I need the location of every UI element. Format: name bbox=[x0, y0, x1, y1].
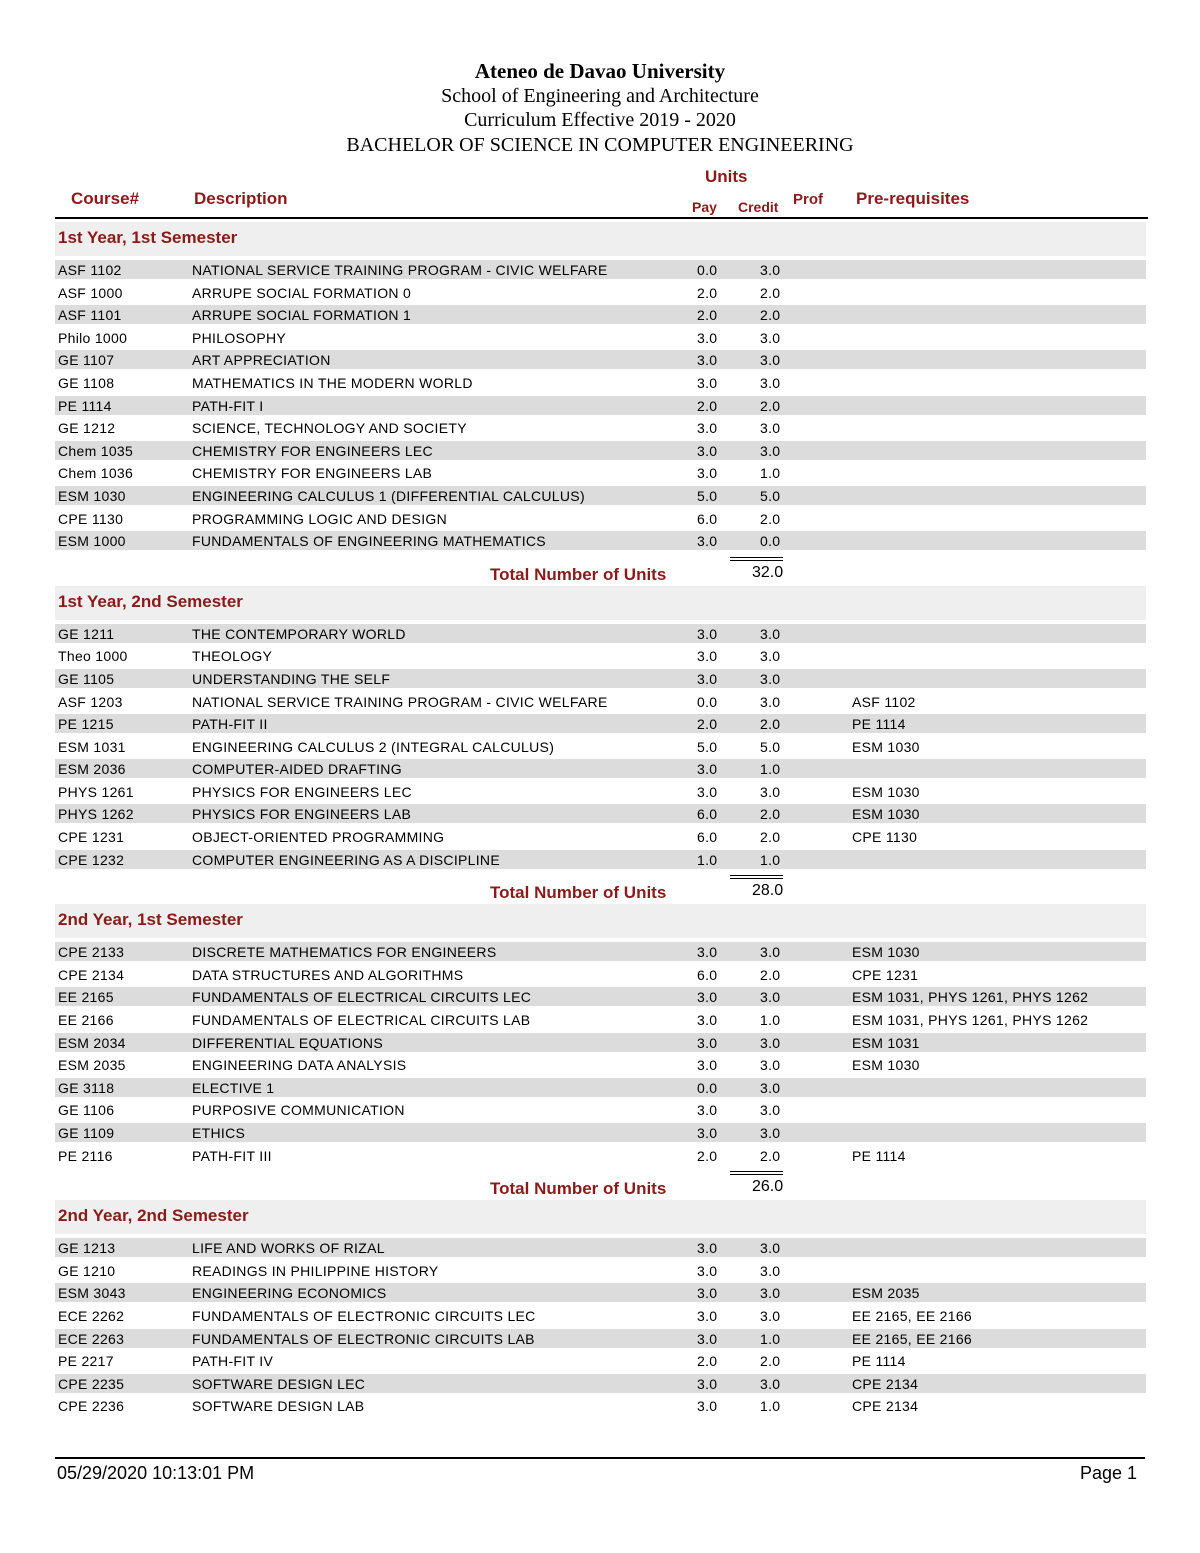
course-row bbox=[0, 416, 1200, 439]
credit-units: 3.0 bbox=[760, 989, 781, 1006]
pay-units: 2.0 bbox=[697, 397, 718, 414]
course-row bbox=[0, 371, 1200, 394]
course-description: ENGINEERING DATA ANALYSIS bbox=[192, 1057, 407, 1074]
course-code: ASF 1203 bbox=[58, 693, 123, 710]
course-row bbox=[0, 802, 1200, 825]
credit-units: 1.0 bbox=[760, 1012, 781, 1029]
credit-units: 3.0 bbox=[760, 1240, 781, 1257]
credit-units: 3.0 bbox=[760, 693, 781, 710]
pay-units: 3.0 bbox=[697, 783, 718, 800]
pay-units: 3.0 bbox=[697, 989, 718, 1006]
pay-units: 0.0 bbox=[697, 1079, 718, 1096]
column-header-description: Description bbox=[194, 189, 288, 208]
course-code: PE 1114 bbox=[58, 397, 112, 414]
semester-title: 1st Year, 2nd Semester bbox=[58, 591, 243, 611]
course-description: FUNDAMENTALS OF ELECTRICAL CIRCUITS LEC bbox=[192, 989, 532, 1006]
course-code: GE 1105 bbox=[58, 670, 115, 687]
course-code: EE 2165 bbox=[58, 989, 114, 1006]
pay-units: 3.0 bbox=[697, 442, 718, 459]
semester-total bbox=[0, 1166, 1200, 1200]
course-description: ETHICS bbox=[192, 1125, 246, 1141]
prerequisites: ESM 2035 bbox=[852, 1285, 920, 1302]
course-description: NATIONAL SERVICE TRAINING PROGRAM - CIVIC WELFARE bbox=[192, 262, 608, 278]
credit-units: 3.0 bbox=[760, 1079, 781, 1096]
total-units-value: 26.0 bbox=[752, 1178, 784, 1196]
total-double-rule bbox=[730, 1171, 783, 1175]
prerequisites: CPE 2134 bbox=[852, 1375, 919, 1392]
course-code: GE 3118 bbox=[58, 1079, 115, 1096]
course-code: GE 1213 bbox=[58, 1240, 116, 1257]
pay-units: 6.0 bbox=[697, 966, 718, 983]
course-row bbox=[0, 712, 1200, 735]
course-code: CPE 2236 bbox=[58, 1398, 125, 1415]
credit-units: 2.0 bbox=[760, 510, 781, 527]
pay-units: 3.0 bbox=[697, 329, 718, 346]
credit-units: 5.0 bbox=[760, 487, 781, 504]
pay-units: 3.0 bbox=[697, 1057, 718, 1074]
course-code: PHYS 1262 bbox=[58, 806, 134, 823]
course-row bbox=[0, 667, 1200, 690]
prerequisites: ESM 1031, PHYS 1261, PHYS 1262 bbox=[852, 1012, 1089, 1029]
course-code: GE 1210 bbox=[58, 1262, 116, 1279]
credit-units: 3.0 bbox=[760, 1057, 781, 1074]
total-label: Total Number of Units bbox=[490, 883, 667, 903]
prerequisites: CPE 1231 bbox=[852, 966, 919, 983]
course-code: Chem 1035 bbox=[58, 442, 134, 459]
course-row bbox=[0, 622, 1200, 645]
course-description: ENGINEERING CALCULUS 1 (DIFFERENTIAL CALCULUS) bbox=[192, 487, 585, 504]
course-description: CHEMISTRY FOR ENGINEERS LEC bbox=[192, 442, 433, 459]
credit-units: 3.0 bbox=[760, 352, 781, 369]
course-description: FUNDAMENTALS OF ELECTRICAL CIRCUITS LAB bbox=[192, 1012, 531, 1029]
course-description: UNDERSTANDING THE SELF bbox=[192, 670, 391, 687]
course-description: PURPOSIVE COMMUNICATION bbox=[192, 1102, 405, 1119]
semester-header bbox=[55, 222, 1146, 256]
course-row bbox=[0, 1076, 1200, 1099]
credit-units: 3.0 bbox=[760, 670, 781, 687]
credit-units: 3.0 bbox=[760, 1375, 781, 1392]
course-code: ESM 2035 bbox=[58, 1057, 126, 1074]
pay-units: 2.0 bbox=[697, 307, 718, 324]
course-description: READINGS IN PHILIPPINE HISTORY bbox=[192, 1262, 439, 1279]
column-header-prerequisites: Pre-requisites bbox=[856, 189, 970, 208]
course-code: CPE 2235 bbox=[58, 1375, 125, 1392]
course-description: DISCRETE MATHEMATICS FOR ENGINEERS bbox=[192, 944, 497, 961]
column-header-pay: Pay bbox=[692, 199, 717, 215]
column-header-credit: Credit bbox=[738, 199, 779, 215]
course-code: EE 2166 bbox=[58, 1012, 114, 1029]
prerequisites: ESM 1031, PHYS 1261, PHYS 1262 bbox=[852, 989, 1089, 1006]
course-code: PHYS 1261 bbox=[58, 783, 134, 800]
course-row bbox=[0, 1304, 1200, 1327]
course-code: CPE 2133 bbox=[58, 944, 125, 961]
course-description: LIFE AND WORKS OF RIZAL bbox=[192, 1240, 385, 1257]
course-description: COMPUTER ENGINEERING AS A DISCIPLINE bbox=[192, 851, 500, 868]
pay-units: 2.0 bbox=[697, 284, 718, 301]
pay-units: 3.0 bbox=[697, 761, 718, 778]
credit-units: 3.0 bbox=[760, 1125, 781, 1141]
course-description: OBJECT-ORIENTED PROGRAMMING bbox=[192, 829, 445, 846]
credit-units: 3.0 bbox=[760, 1262, 781, 1279]
total-units-value: 28.0 bbox=[752, 882, 784, 900]
pay-units: 3.0 bbox=[697, 1398, 718, 1415]
course-description: ELECTIVE 1 bbox=[192, 1079, 275, 1096]
credit-units: 3.0 bbox=[760, 1307, 781, 1324]
prerequisites: ESM 1030 bbox=[852, 806, 920, 823]
credit-units: 2.0 bbox=[760, 829, 781, 846]
credit-units: 1.0 bbox=[760, 1330, 781, 1347]
credit-units: 2.0 bbox=[760, 716, 781, 733]
footer-divider bbox=[55, 1457, 1145, 1459]
credit-units: 2.0 bbox=[760, 307, 781, 324]
course-description: PHYSICS FOR ENGINEERS LEC bbox=[192, 783, 412, 800]
course-description: PHYSICS FOR ENGINEERS LAB bbox=[192, 806, 412, 823]
pay-units: 3.0 bbox=[697, 1125, 718, 1141]
pay-units: 3.0 bbox=[697, 1262, 718, 1279]
course-description: SCIENCE, TECHNOLOGY AND SOCIETY bbox=[192, 420, 467, 437]
course-row bbox=[0, 1281, 1200, 1304]
credit-units: 1.0 bbox=[760, 761, 781, 778]
total-label: Total Number of Units bbox=[490, 1179, 667, 1199]
prerequisites: ESM 1030 bbox=[852, 1057, 920, 1074]
total-units-value: 32.0 bbox=[752, 563, 784, 581]
course-row bbox=[0, 1349, 1200, 1372]
course-row bbox=[0, 825, 1200, 848]
credit-units: 3.0 bbox=[760, 374, 781, 391]
course-row bbox=[0, 394, 1200, 417]
course-code: PE 2217 bbox=[58, 1353, 114, 1370]
pay-units: 3.0 bbox=[697, 1375, 718, 1392]
pay-units: 3.0 bbox=[697, 1102, 718, 1119]
credit-units: 3.0 bbox=[760, 783, 781, 800]
course-description: NATIONAL SERVICE TRAINING PROGRAM - CIVIC WELFARE bbox=[192, 693, 608, 710]
prerequisites: ESM 1030 bbox=[852, 783, 920, 800]
course-row bbox=[0, 281, 1200, 304]
course-code: GE 1109 bbox=[58, 1125, 115, 1141]
school-name: School of Engineering and Architecture bbox=[441, 85, 759, 107]
credit-units: 3.0 bbox=[760, 1102, 781, 1119]
pay-units: 3.0 bbox=[697, 1285, 718, 1302]
curriculum-effective: Curriculum Effective 2019 - 2020 bbox=[464, 109, 736, 131]
credit-units: 2.0 bbox=[760, 966, 781, 983]
course-code: CPE 1130 bbox=[58, 510, 124, 527]
prerequisites: PE 1114 bbox=[852, 1147, 906, 1164]
pay-units: 2.0 bbox=[697, 1147, 718, 1164]
course-code: ASF 1101 bbox=[58, 307, 122, 324]
course-row bbox=[0, 1259, 1200, 1282]
course-row bbox=[0, 1008, 1200, 1031]
pay-units: 2.0 bbox=[697, 716, 718, 733]
course-description: CHEMISTRY FOR ENGINEERS LAB bbox=[192, 465, 433, 482]
pay-units: 3.0 bbox=[697, 1012, 718, 1029]
course-code: ECE 2263 bbox=[58, 1330, 125, 1347]
course-row bbox=[0, 985, 1200, 1008]
course-row bbox=[0, 1098, 1200, 1121]
course-row bbox=[0, 461, 1200, 484]
pay-units: 3.0 bbox=[697, 1307, 718, 1324]
pay-units: 3.0 bbox=[697, 465, 718, 482]
credit-units: 3.0 bbox=[760, 648, 781, 665]
course-description: DATA STRUCTURES AND ALGORITHMS bbox=[192, 966, 464, 983]
course-code: ESM 2036 bbox=[58, 761, 126, 778]
pay-units: 3.0 bbox=[697, 648, 718, 665]
pay-units: 0.0 bbox=[697, 693, 718, 710]
pay-units: 3.0 bbox=[697, 374, 718, 391]
header-divider bbox=[55, 217, 1148, 219]
credit-units: 3.0 bbox=[760, 262, 781, 278]
credit-units: 1.0 bbox=[760, 465, 781, 482]
course-row bbox=[0, 1121, 1200, 1144]
credit-units: 2.0 bbox=[760, 806, 781, 823]
pay-units: 2.0 bbox=[697, 1353, 718, 1370]
course-code: PE 2116 bbox=[58, 1147, 113, 1164]
total-label: Total Number of Units bbox=[490, 564, 667, 584]
course-description: PROGRAMMING LOGIC AND DESIGN bbox=[192, 510, 447, 527]
course-code: CPE 1231 bbox=[58, 829, 125, 846]
pay-units: 3.0 bbox=[697, 1240, 718, 1257]
course-row bbox=[0, 690, 1200, 713]
semester-title: 2nd Year, 2nd Semester bbox=[58, 1206, 249, 1226]
course-code: ASF 1102 bbox=[58, 262, 122, 278]
semester-header bbox=[55, 904, 1146, 938]
course-code: ASF 1000 bbox=[58, 284, 123, 301]
pay-units: 0.0 bbox=[697, 262, 718, 278]
pay-units: 5.0 bbox=[697, 487, 718, 504]
course-description: THE CONTEMPORARY WORLD bbox=[192, 625, 406, 642]
total-double-rule bbox=[730, 557, 783, 561]
course-description: THEOLOGY bbox=[192, 648, 273, 665]
course-code: GE 1212 bbox=[58, 420, 116, 437]
course-description: MATHEMATICS IN THE MODERN WORLD bbox=[192, 374, 473, 391]
total-double-rule bbox=[730, 875, 783, 879]
course-row bbox=[0, 507, 1200, 530]
course-row bbox=[0, 780, 1200, 803]
semester-title: 1st Year, 1st Semester bbox=[58, 228, 238, 247]
pay-units: 3.0 bbox=[697, 352, 718, 369]
prerequisites: EE 2165, EE 2166 bbox=[852, 1307, 972, 1324]
course-row bbox=[0, 1327, 1200, 1350]
course-code: ESM 1030 bbox=[58, 487, 126, 504]
course-row bbox=[0, 1144, 1200, 1167]
course-code: GE 1106 bbox=[58, 1102, 115, 1119]
course-row bbox=[0, 1053, 1200, 1076]
prerequisites: ASF 1102 bbox=[852, 693, 916, 710]
credit-units: 3.0 bbox=[760, 420, 781, 437]
course-row bbox=[0, 484, 1200, 507]
course-description: SOFTWARE DESIGN LAB bbox=[192, 1398, 365, 1415]
course-row bbox=[0, 1372, 1200, 1395]
credit-units: 3.0 bbox=[760, 944, 781, 961]
prerequisites: CPE 2134 bbox=[852, 1398, 919, 1415]
credit-units: 1.0 bbox=[760, 851, 781, 868]
prerequisites: EE 2165, EE 2166 bbox=[852, 1330, 972, 1347]
course-code: GE 1108 bbox=[58, 374, 115, 391]
course-row bbox=[0, 303, 1200, 326]
course-code: CPE 2134 bbox=[58, 966, 125, 983]
column-header-units: Units bbox=[705, 167, 748, 186]
credit-units: 1.0 bbox=[760, 1398, 781, 1415]
pay-units: 5.0 bbox=[697, 738, 718, 755]
prerequisites: PE 1114 bbox=[852, 1353, 906, 1370]
prerequisites: ESM 1031 bbox=[852, 1034, 920, 1051]
course-description: PATH-FIT III bbox=[192, 1147, 272, 1164]
pay-units: 3.0 bbox=[697, 1034, 718, 1051]
print-timestamp: 05/29/2020 10:13:01 PM bbox=[57, 1463, 255, 1483]
course-code: CPE 1232 bbox=[58, 851, 125, 868]
course-code: ESM 1000 bbox=[58, 533, 126, 550]
credit-units: 0.0 bbox=[760, 533, 781, 550]
semester-header bbox=[55, 1200, 1146, 1234]
course-row bbox=[0, 963, 1200, 986]
credit-units: 2.0 bbox=[760, 1353, 781, 1370]
semester-total bbox=[0, 870, 1200, 904]
course-description: FUNDAMENTALS OF ENGINEERING MATHEMATICS bbox=[192, 533, 546, 550]
pay-units: 6.0 bbox=[697, 510, 718, 527]
course-row bbox=[0, 735, 1200, 758]
course-row bbox=[0, 439, 1200, 462]
course-code: ESM 3043 bbox=[58, 1285, 126, 1302]
course-code: PE 1215 bbox=[58, 716, 114, 733]
credit-units: 2.0 bbox=[760, 1147, 781, 1164]
prerequisites: CPE 1130 bbox=[852, 829, 918, 846]
course-description: ARRUPE SOCIAL FORMATION 0 bbox=[192, 284, 412, 301]
semester-header bbox=[55, 586, 1146, 620]
pay-units: 3.0 bbox=[697, 420, 718, 437]
course-description: PATH-FIT II bbox=[192, 716, 268, 733]
pay-units: 1.0 bbox=[697, 851, 718, 868]
credit-units: 2.0 bbox=[760, 397, 781, 414]
course-row bbox=[0, 940, 1200, 963]
semester-title: 2nd Year, 1st Semester bbox=[58, 910, 243, 930]
credit-units: 3.0 bbox=[760, 329, 781, 346]
course-description: ARRUPE SOCIAL FORMATION 1 bbox=[192, 307, 412, 324]
credit-units: 2.0 bbox=[760, 284, 781, 301]
course-code: Chem 1036 bbox=[58, 465, 134, 482]
pay-units: 6.0 bbox=[697, 806, 718, 823]
course-description: COMPUTER-AIDED DRAFTING bbox=[192, 761, 402, 778]
course-code: ESM 2034 bbox=[58, 1034, 126, 1051]
course-row bbox=[0, 348, 1200, 371]
course-code: GE 1211 bbox=[58, 625, 115, 642]
course-row bbox=[0, 1394, 1200, 1417]
course-description: FUNDAMENTALS OF ELECTRONIC CIRCUITS LAB bbox=[192, 1330, 535, 1347]
course-row bbox=[0, 529, 1200, 552]
pay-units: 6.0 bbox=[697, 829, 718, 846]
pay-units: 3.0 bbox=[697, 625, 718, 642]
pay-units: 3.0 bbox=[697, 944, 718, 961]
course-description: SOFTWARE DESIGN LEC bbox=[192, 1375, 366, 1392]
course-code: ECE 2262 bbox=[58, 1307, 125, 1324]
prerequisites: PE 1114 bbox=[852, 716, 906, 733]
credit-units: 5.0 bbox=[760, 738, 781, 755]
university-name: Ateneo de Davao University bbox=[474, 59, 726, 83]
pay-units: 3.0 bbox=[697, 533, 718, 550]
course-description: ART APPRECIATION bbox=[192, 352, 331, 369]
course-description: ENGINEERING ECONOMICS bbox=[192, 1285, 387, 1302]
course-row bbox=[0, 848, 1200, 871]
course-code: GE 1107 bbox=[58, 352, 115, 369]
course-row bbox=[0, 644, 1200, 667]
column-header-course: Course# bbox=[71, 189, 140, 208]
prerequisites: ESM 1030 bbox=[852, 944, 920, 961]
curriculum-table bbox=[0, 222, 1200, 1417]
course-description: PHILOSOPHY bbox=[192, 329, 287, 346]
credit-units: 3.0 bbox=[760, 625, 781, 642]
course-description: FUNDAMENTALS OF ELECTRONIC CIRCUITS LEC bbox=[192, 1307, 536, 1324]
course-code: Theo 1000 bbox=[58, 648, 128, 665]
course-description: PATH-FIT IV bbox=[192, 1353, 274, 1370]
program-name: BACHELOR OF SCIENCE IN COMPUTER ENGINEERING bbox=[346, 134, 854, 156]
report-header bbox=[0, 58, 1200, 158]
course-description: DIFFERENTIAL EQUATIONS bbox=[192, 1034, 383, 1051]
pay-units: 3.0 bbox=[697, 670, 718, 687]
pay-units: 3.0 bbox=[697, 1330, 718, 1347]
course-row bbox=[0, 258, 1200, 281]
page-number: Page 1 bbox=[1080, 1463, 1138, 1483]
course-code: Philo 1000 bbox=[58, 329, 128, 346]
course-row bbox=[0, 326, 1200, 349]
credit-units: 3.0 bbox=[760, 1034, 781, 1051]
course-row bbox=[0, 757, 1200, 780]
course-row bbox=[0, 1031, 1200, 1054]
credit-units: 3.0 bbox=[760, 1285, 781, 1302]
credit-units: 3.0 bbox=[760, 442, 781, 459]
column-header-prof: Prof bbox=[793, 191, 823, 208]
semester-total bbox=[0, 552, 1200, 586]
prerequisites: ESM 1030 bbox=[852, 738, 920, 755]
course-description: PATH-FIT I bbox=[192, 397, 264, 414]
course-code: ESM 1031 bbox=[58, 738, 126, 755]
course-row bbox=[0, 1236, 1200, 1259]
course-description: ENGINEERING CALCULUS 2 (INTEGRAL CALCULUS) bbox=[192, 738, 555, 755]
